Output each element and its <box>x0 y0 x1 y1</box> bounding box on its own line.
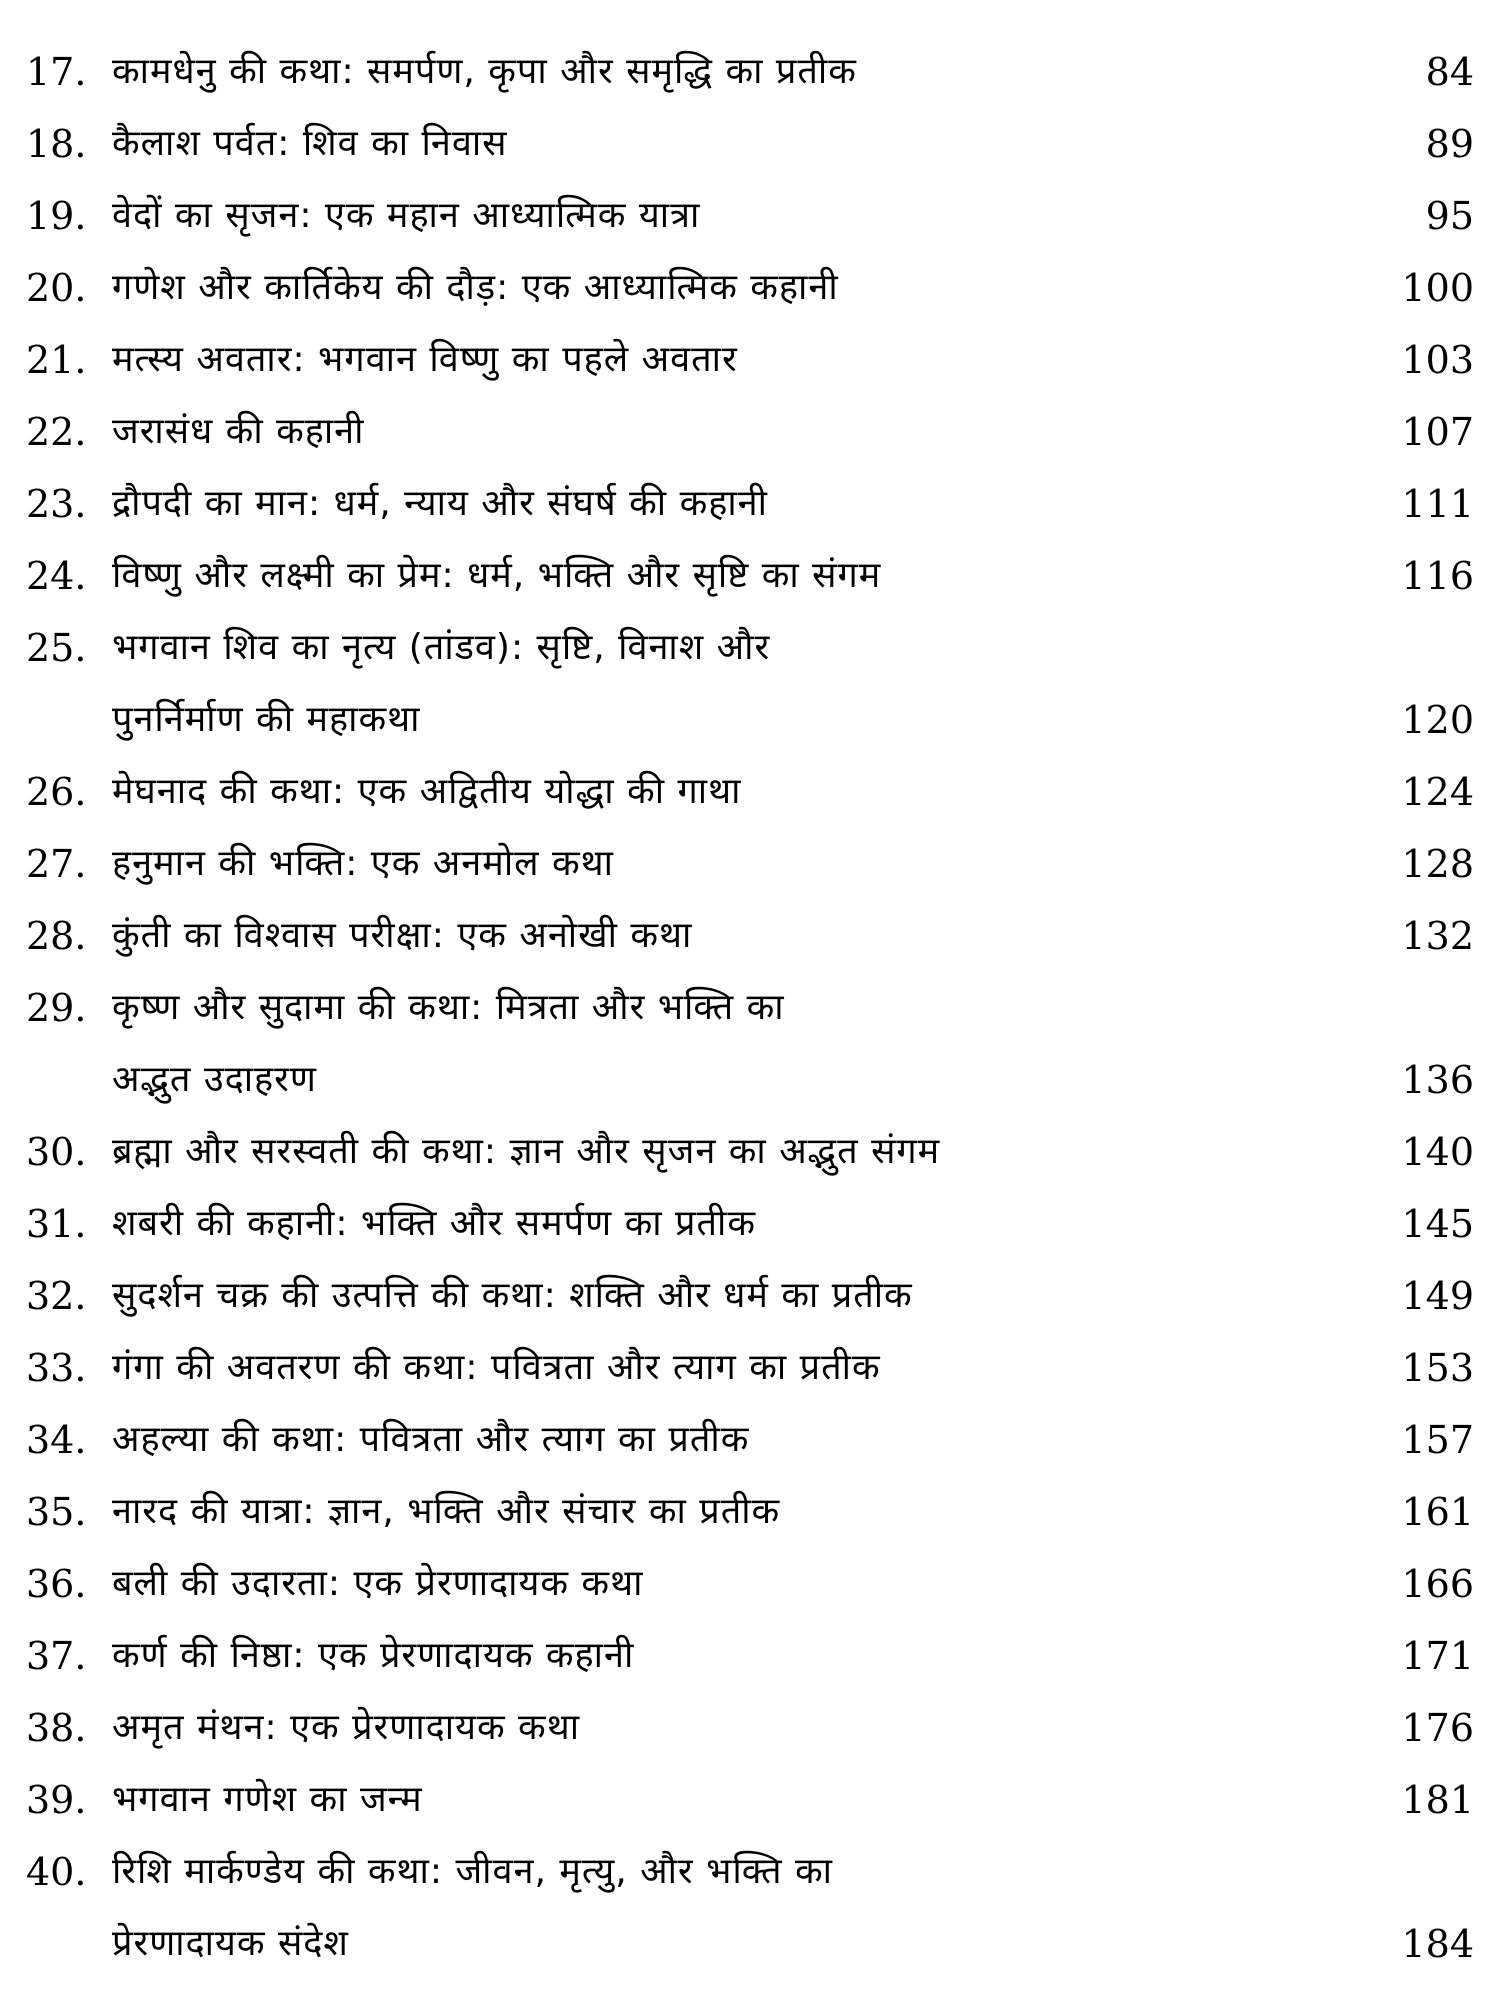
entry-title: बली की उदारता: एक प्रेरणादायक कथा <box>112 1563 644 1604</box>
entry-page-number: 166 <box>1401 1562 1474 1606</box>
entry-title-continuation: प्रेरणादायक संदेश <box>112 1923 349 1964</box>
entry-number: 22. <box>26 410 87 454</box>
toc-entry-continuation-line <box>0 1044 1500 1116</box>
entry-title: हनुमान की भक्ति: एक अनमोल कथा <box>112 843 614 884</box>
toc-entry <box>0 36 1500 108</box>
toc-entry-line <box>0 180 1500 252</box>
toc-entry <box>0 612 1500 756</box>
entry-title: कृष्ण और सुदामा की कथा: मित्रता और भक्ति का <box>112 987 785 1028</box>
toc-entry <box>0 1116 1500 1188</box>
toc-entry-line <box>0 612 1500 684</box>
entry-number: 37. <box>26 1634 87 1678</box>
entry-number: 33. <box>26 1346 87 1390</box>
toc-entry-line <box>0 900 1500 972</box>
toc-entry <box>0 756 1500 828</box>
entry-title: कामधेनु की कथा: समर्पण, कृपा और समृद्धि का प्रतीक <box>112 51 857 92</box>
entry-number: 28. <box>26 914 87 958</box>
toc-entry-line <box>0 1548 1500 1620</box>
entry-page-number: 161 <box>1401 1490 1474 1534</box>
toc-entry-line <box>0 252 1500 324</box>
entry-title: भगवान गणेश का जन्म <box>112 1779 423 1820</box>
toc-entry <box>0 252 1500 324</box>
entry-page-number: 171 <box>1401 1634 1474 1678</box>
toc-entry <box>0 468 1500 540</box>
entry-page-number: 111 <box>1401 482 1474 526</box>
entry-title-continuation: पुनर्निर्माण की महाकथा <box>112 699 421 740</box>
entry-title: वेदों का सृजन: एक महान आध्यात्मिक यात्रा <box>112 195 701 236</box>
toc-entry-line <box>0 468 1500 540</box>
toc-entry-line <box>0 1260 1500 1332</box>
entry-number: 38. <box>26 1706 87 1750</box>
toc-entry-line <box>0 1476 1500 1548</box>
toc-entry <box>0 1188 1500 1260</box>
entry-number: 19. <box>26 194 87 238</box>
toc-entry <box>0 1260 1500 1332</box>
entry-number: 35. <box>26 1490 87 1534</box>
entry-title: अहल्या की कथा: पवित्रता और त्याग का प्रतीक <box>112 1419 750 1460</box>
toc-entry <box>0 180 1500 252</box>
toc-entry-continuation-line <box>0 684 1500 756</box>
toc-entry-line <box>0 1188 1500 1260</box>
entry-title-continuation: अद्भुत उदाहरण <box>112 1059 317 1100</box>
toc-entry <box>0 1404 1500 1476</box>
entry-page-number: 89 <box>1425 122 1474 166</box>
entry-title: नारद की यात्रा: ज्ञान, भक्ति और संचार का प्रतीक <box>112 1491 781 1532</box>
entry-number: 40. <box>26 1850 87 1894</box>
toc-entry-continuation-line <box>0 1908 1500 1980</box>
entry-page-number: 95 <box>1425 194 1474 238</box>
entry-number: 21. <box>26 338 87 382</box>
entry-number: 29. <box>26 986 87 1030</box>
entry-title: मत्स्य अवतार: भगवान विष्णु का पहले अवतार <box>112 339 738 380</box>
entry-page-number: 107 <box>1401 410 1474 454</box>
toc-entry-line <box>0 1404 1500 1476</box>
toc-entry-line <box>0 540 1500 612</box>
entry-page-number: 100 <box>1401 266 1474 310</box>
entry-number: 30. <box>26 1130 87 1174</box>
toc-entry-line <box>0 36 1500 108</box>
entry-page-number: 157 <box>1401 1418 1474 1462</box>
toc-entry-line <box>0 756 1500 828</box>
entry-page-number: 103 <box>1401 338 1474 382</box>
toc-entry <box>0 900 1500 972</box>
toc-entry-line <box>0 1692 1500 1764</box>
toc-entry <box>0 324 1500 396</box>
entry-number: 17. <box>26 50 87 94</box>
entry-title: सुदर्शन चक्र की उत्पत्ति की कथा: शक्ति और धर्म का प्रतीक <box>112 1275 913 1316</box>
entry-title: कुंती का विश्वास परीक्षा: एक अनोखी कथा <box>112 915 693 956</box>
toc-entry-line <box>0 1836 1500 1908</box>
toc-entry-line <box>0 396 1500 468</box>
toc-entry-line <box>0 1332 1500 1404</box>
toc-entry <box>0 1620 1500 1692</box>
toc-entry-line <box>0 1116 1500 1188</box>
toc-entry <box>0 108 1500 180</box>
entry-title: द्रौपदी का मान: धर्म, न्याय और संघर्ष की कहानी <box>112 483 768 524</box>
entry-title: विष्णु और लक्ष्मी का प्रेम: धर्म, भक्ति और सृष्टि का संगम <box>112 555 882 596</box>
toc-entry <box>0 540 1500 612</box>
entry-title: कैलाश पर्वत: शिव का निवास <box>112 123 508 164</box>
entry-page-number: 140 <box>1401 1130 1474 1174</box>
entry-page-number: 132 <box>1401 914 1474 958</box>
entry-page-number: 184 <box>1401 1922 1474 1966</box>
toc-entry-line <box>0 828 1500 900</box>
entry-title: गंगा की अवतरण की कथा: पवित्रता और त्याग का प्रतीक <box>112 1347 881 1388</box>
table-of-contents <box>0 36 1500 1980</box>
toc-entry <box>0 828 1500 900</box>
entry-number: 39. <box>26 1778 87 1822</box>
entry-number: 27. <box>26 842 87 886</box>
entry-title: मेघनाद की कथा: एक अद्वितीय योद्धा की गाथा <box>112 771 742 812</box>
entry-page-number: 84 <box>1425 50 1474 94</box>
entry-page-number: 124 <box>1401 770 1474 814</box>
entry-page-number: 145 <box>1401 1202 1474 1246</box>
toc-entry <box>0 396 1500 468</box>
entry-page-number: 153 <box>1401 1346 1474 1390</box>
entry-page-number: 116 <box>1401 554 1474 598</box>
toc-entry <box>0 1476 1500 1548</box>
entry-number: 24. <box>26 554 87 598</box>
toc-entry-line <box>0 1764 1500 1836</box>
entry-title: रिशि मार्कण्डेय की कथा: जीवन, मृत्यु, और भक्ति का <box>112 1851 833 1892</box>
toc-entry <box>0 1764 1500 1836</box>
entry-title: कर्ण की निष्ठा: एक प्रेरणादायक कहानी <box>112 1635 635 1676</box>
toc-entry <box>0 1332 1500 1404</box>
toc-entry-line <box>0 1620 1500 1692</box>
entry-number: 34. <box>26 1418 87 1462</box>
entry-number: 25. <box>26 626 87 670</box>
entry-title: शबरी की कहानी: भक्ति और समर्पण का प्रतीक <box>112 1203 756 1244</box>
entry-title: भगवान शिव का नृत्य (तांडव): सृष्टि, विनाश और <box>112 627 771 668</box>
toc-entry-line <box>0 324 1500 396</box>
entry-number: 18. <box>26 122 87 166</box>
entry-number: 26. <box>26 770 87 814</box>
entry-number: 36. <box>26 1562 87 1606</box>
entry-number: 32. <box>26 1274 87 1318</box>
entry-number: 20. <box>26 266 87 310</box>
entry-number: 23. <box>26 482 87 526</box>
toc-entry-line <box>0 108 1500 180</box>
entry-page-number: 181 <box>1401 1778 1474 1822</box>
entry-page-number: 136 <box>1401 1058 1474 1102</box>
entry-title: अमृत मंथन: एक प्रेरणादायक कथा <box>112 1707 581 1748</box>
toc-entry <box>0 1692 1500 1764</box>
entry-title: जरासंध की कहानी <box>112 411 365 452</box>
entry-page-number: 120 <box>1401 698 1474 742</box>
entry-page-number: 149 <box>1401 1274 1474 1318</box>
entry-title: गणेश और कार्तिकेय की दौड़: एक आध्यात्मिक कहानी <box>112 267 839 308</box>
toc-entry <box>0 1548 1500 1620</box>
toc-entry <box>0 1836 1500 1980</box>
entry-page-number: 176 <box>1401 1706 1474 1750</box>
entry-number: 31. <box>26 1202 87 1246</box>
entry-title: ब्रह्मा और सरस्वती की कथा: ज्ञान और सृजन का अद्भुत संगम <box>112 1131 941 1172</box>
toc-entry-line <box>0 972 1500 1044</box>
entry-page-number: 128 <box>1401 842 1474 886</box>
toc-entry <box>0 972 1500 1116</box>
